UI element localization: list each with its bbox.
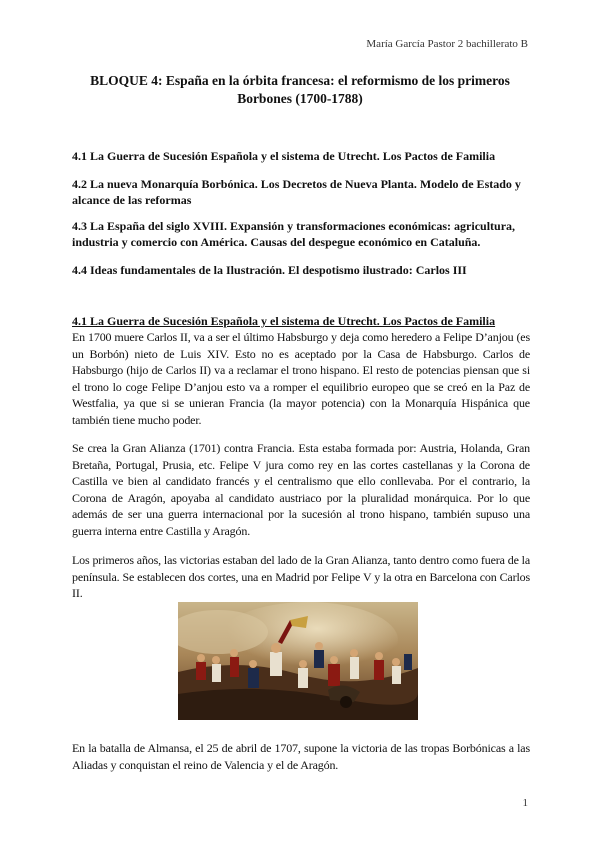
battle-painting-image	[178, 602, 418, 720]
section-heading: 4.1 La Guerra de Sucesión Española y el sistema de Utrecht. Los Pactos de Familia	[72, 314, 496, 328]
paragraph: Se crea la Gran Alianza (1701) contra Francia. Esta estaba formada por: Austria, Holanda, Gran Bretaña, Portugal, Prusia, etc. Felipe V jura como rey en las cortes castellanas y la Corona de Castilla ve bien al candidato francés y el centralismo que ello conllevaba. Por el contrario, la Corona de Aragón, apoyaba al candidato austriaco por la pluralidad monárquica. Por lo que además de ser una guerra internacional por la sucesión al trono hispano, también supuso una guerra interna entre Castilla y Aragón.	[72, 441, 530, 538]
toc-item-4-1: 4.1 La Guerra de Sucesión Española y el sistema de Utrecht. Los Pactos de Familia	[72, 149, 496, 163]
paragraph: En la batalla de Almansa, el 25 de abril de 1707, supone la victoria de las tropas Borbónicas a las Aliadas y conquistan el reino de Valencia y el de Aragón.	[72, 741, 530, 772]
toc-item-4-4: 4.4 Ideas fundamentales de la Ilustración. El despotismo ilustrado: Carlos III	[72, 263, 467, 277]
paragraph: Los primeros años, las victorias estaban del lado de la Gran Alianza, tanto dentro como fuera de la península. Se establecen dos cortes, una en Madrid por Felipe V y la otra en Barcelona con Carlos II.	[72, 553, 530, 600]
toc-item-4-2: 4.2 La nueva Monarquía Borbónica. Los Decretos de Nueva Planta. Modelo de Estado y alcance de las reformas	[72, 177, 521, 207]
page-header-author: María García Pastor 2 bachillerato B	[366, 38, 528, 50]
toc-item-4-3: 4.3 La España del siglo XVIII. Expansión y transformaciones económicas: agricultura, industria y comercio con América. Causas del despegue económico en Cataluña.	[72, 219, 516, 249]
document-title: BLOQUE 4: España en la órbita francesa: el reformismo de los primeros Borbones (1700-1788)	[90, 73, 510, 106]
page-number: 1	[522, 797, 528, 809]
paragraph: En 1700 muere Carlos II, va a ser el último Habsburgo y deja como heredero a Felipe D’anjou (es un Borbón) nieto de Luis XIV. Esto no es aceptado por la Casa de Habsburgo. Carlos de Habsburgo (hijo de Carlos II) va a reclamar el trono hispano. El resto de potencias piensan que si el trono lo coge Felipe D’anjou esto va a romper el equilibrio europeo que se creó en la Paz de Westfalia, ya que si se unieran Francia (la mayor potencia) con la Monarquía Hispánica que también tiene mucho poder.	[72, 330, 530, 427]
